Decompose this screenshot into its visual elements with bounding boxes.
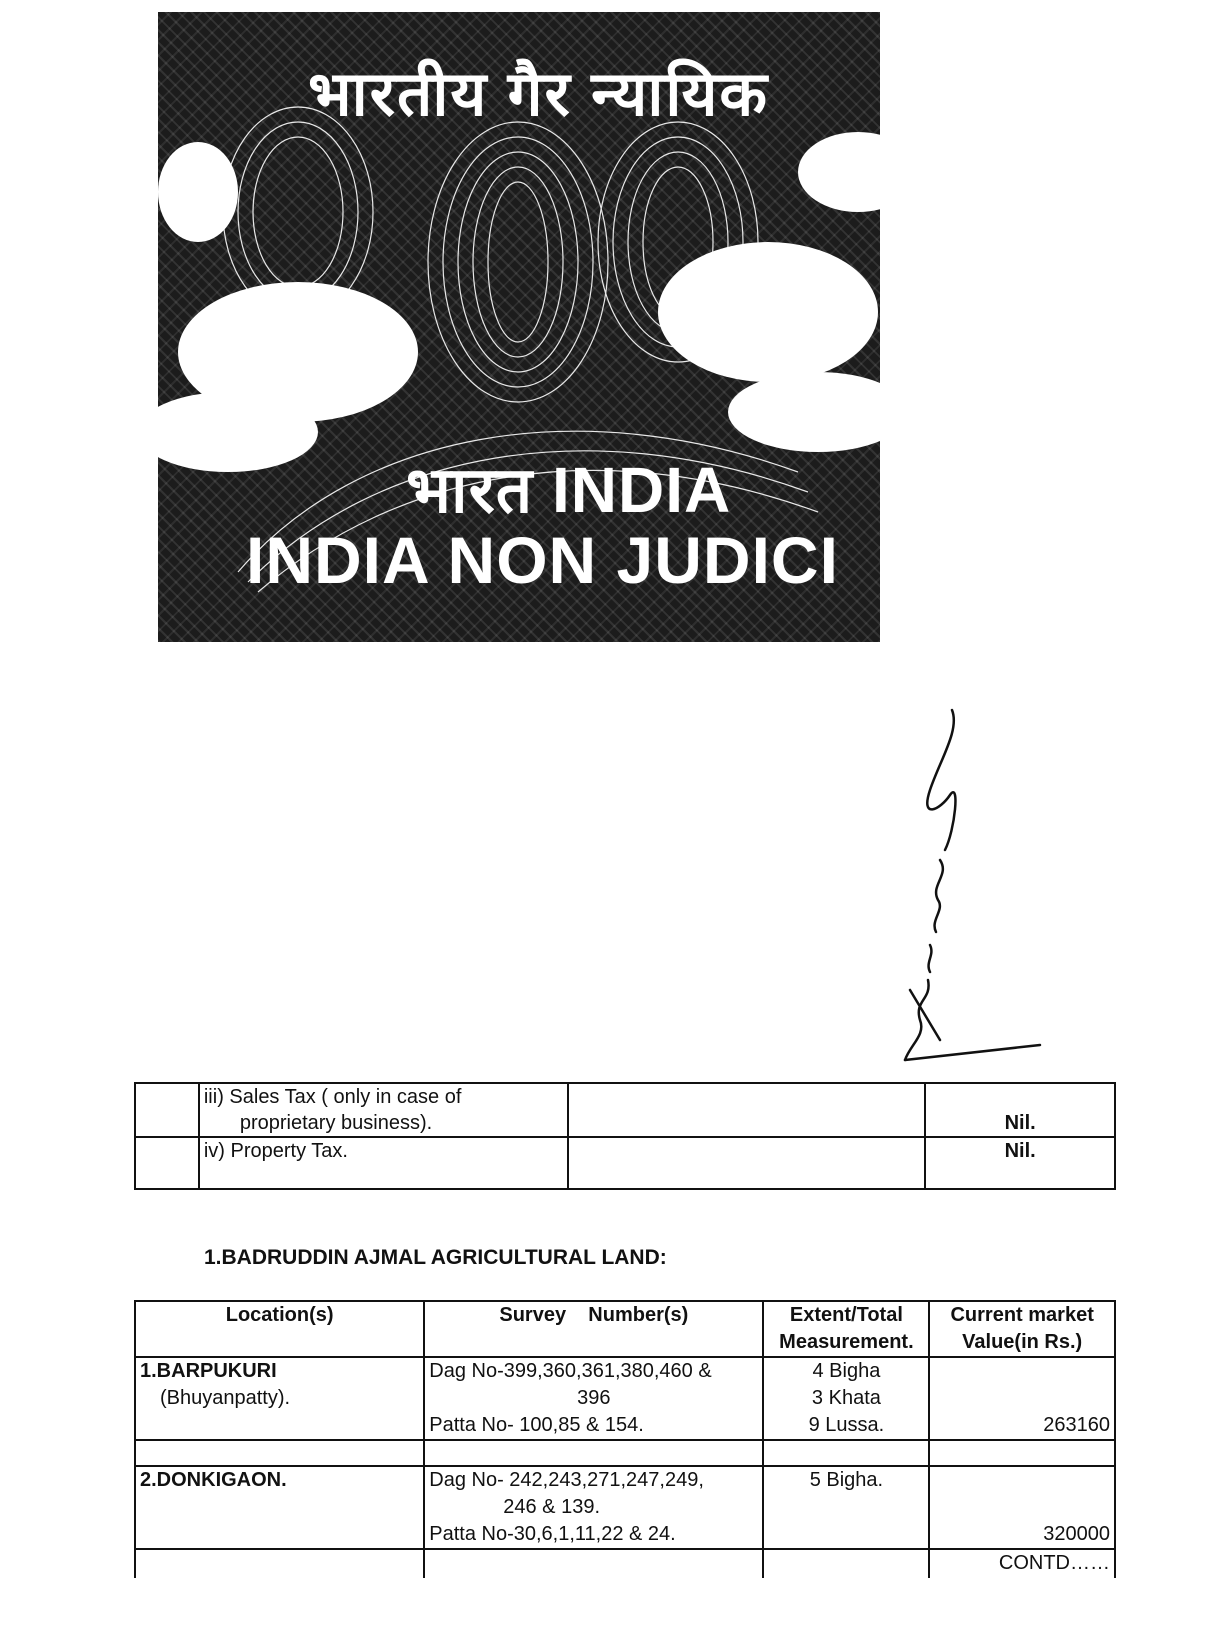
- agricultural-land-table: [134, 1300, 1116, 1578]
- stamp-hindi-heading: भारतीय गैर न्यायिक: [308, 60, 770, 129]
- table-cell-blank: [568, 1137, 925, 1189]
- section-title: 1.BADRUDDIN AJMAL AGRICULTURAL LAND:: [204, 1246, 667, 1269]
- table-cell-blank: [135, 1083, 199, 1137]
- stamp-non-judicial-text: INDIA NON JUDICI: [246, 523, 839, 597]
- stamp-paper-image: [158, 12, 880, 642]
- location-cell: [135, 1357, 424, 1440]
- location-line1: 1.BARPUKURI: [140, 1360, 277, 1382]
- table-cell-blank: [135, 1137, 199, 1189]
- location-cell: [135, 1466, 424, 1549]
- tax-label-line2: proprietary business).: [239, 1112, 433, 1134]
- value-cell: 320000: [929, 1466, 1115, 1549]
- survey-cell: [424, 1357, 763, 1440]
- table-row-spacer: [135, 1440, 1115, 1466]
- survey-line2: 396: [577, 1387, 611, 1409]
- header-value-line1: Current market: [950, 1304, 1094, 1326]
- table-cell-blank: [135, 1440, 424, 1466]
- table-cell-blank: [763, 1440, 929, 1466]
- table-row: [135, 1357, 1115, 1440]
- extent-cell: [763, 1466, 929, 1549]
- table-header-row: [135, 1301, 1115, 1357]
- survey-line3: Patta No-30,6,1,11,22 & 24.: [429, 1523, 676, 1545]
- tax-details-table: [134, 1082, 1116, 1190]
- survey-line2: 246 & 139.: [503, 1496, 600, 1518]
- table-cell-blank: [929, 1440, 1115, 1466]
- table-cell-blank: [424, 1440, 763, 1466]
- value-cell: 263160: [929, 1357, 1115, 1440]
- table-cell-label: [199, 1083, 568, 1137]
- table-row: [135, 1466, 1115, 1549]
- table-cell-blank: [135, 1549, 424, 1578]
- header-extent-line2: Measurement.: [779, 1331, 914, 1353]
- extent-line1: 4 Bigha: [812, 1360, 881, 1382]
- tax-value: Nil.: [925, 1083, 1115, 1137]
- table-cell-blank: [424, 1549, 763, 1578]
- tax-value: Nil.: [925, 1137, 1115, 1189]
- extent-line2: 3 Khata: [811, 1387, 881, 1409]
- survey-line3: Patta No- 100,85 & 154.: [429, 1414, 644, 1436]
- header-survey: Survey Number(s): [424, 1301, 763, 1357]
- tax-label-line1: iii) Sales Tax ( only in case of: [203, 1086, 462, 1108]
- stamp-india-text: भारत INDIA: [406, 454, 732, 526]
- header-location: Location(s): [135, 1301, 424, 1357]
- header-extent: [763, 1301, 929, 1357]
- table-cell-blank: [763, 1549, 929, 1578]
- header-extent-line1: Extent/Total: [789, 1304, 903, 1326]
- survey-line1: Dag No- 242,243,271,247,249,: [429, 1469, 704, 1491]
- table-cell-blank: [568, 1083, 925, 1137]
- extent-cell: [763, 1357, 929, 1440]
- extent-line1: 5 Bigha.: [809, 1469, 884, 1491]
- table-row: [135, 1083, 1115, 1137]
- location-line1: 2.DONKIGAON.: [140, 1469, 287, 1491]
- contd-label: CONTD……: [929, 1549, 1115, 1578]
- header-value-line2: Value(in Rs.): [962, 1331, 1083, 1353]
- header-value: [929, 1301, 1115, 1357]
- tax-label-line1: iv) Property Tax.: [199, 1137, 568, 1189]
- table-row: [135, 1549, 1115, 1578]
- survey-cell: [424, 1466, 763, 1549]
- survey-line1: Dag No-399,360,361,380,460 &: [429, 1360, 712, 1382]
- location-line2: (Bhuyanpatty).: [160, 1387, 291, 1409]
- extent-line3: 9 Lussa.: [808, 1414, 885, 1436]
- table-row: [135, 1137, 1115, 1189]
- handwritten-signature: [900, 700, 1050, 1080]
